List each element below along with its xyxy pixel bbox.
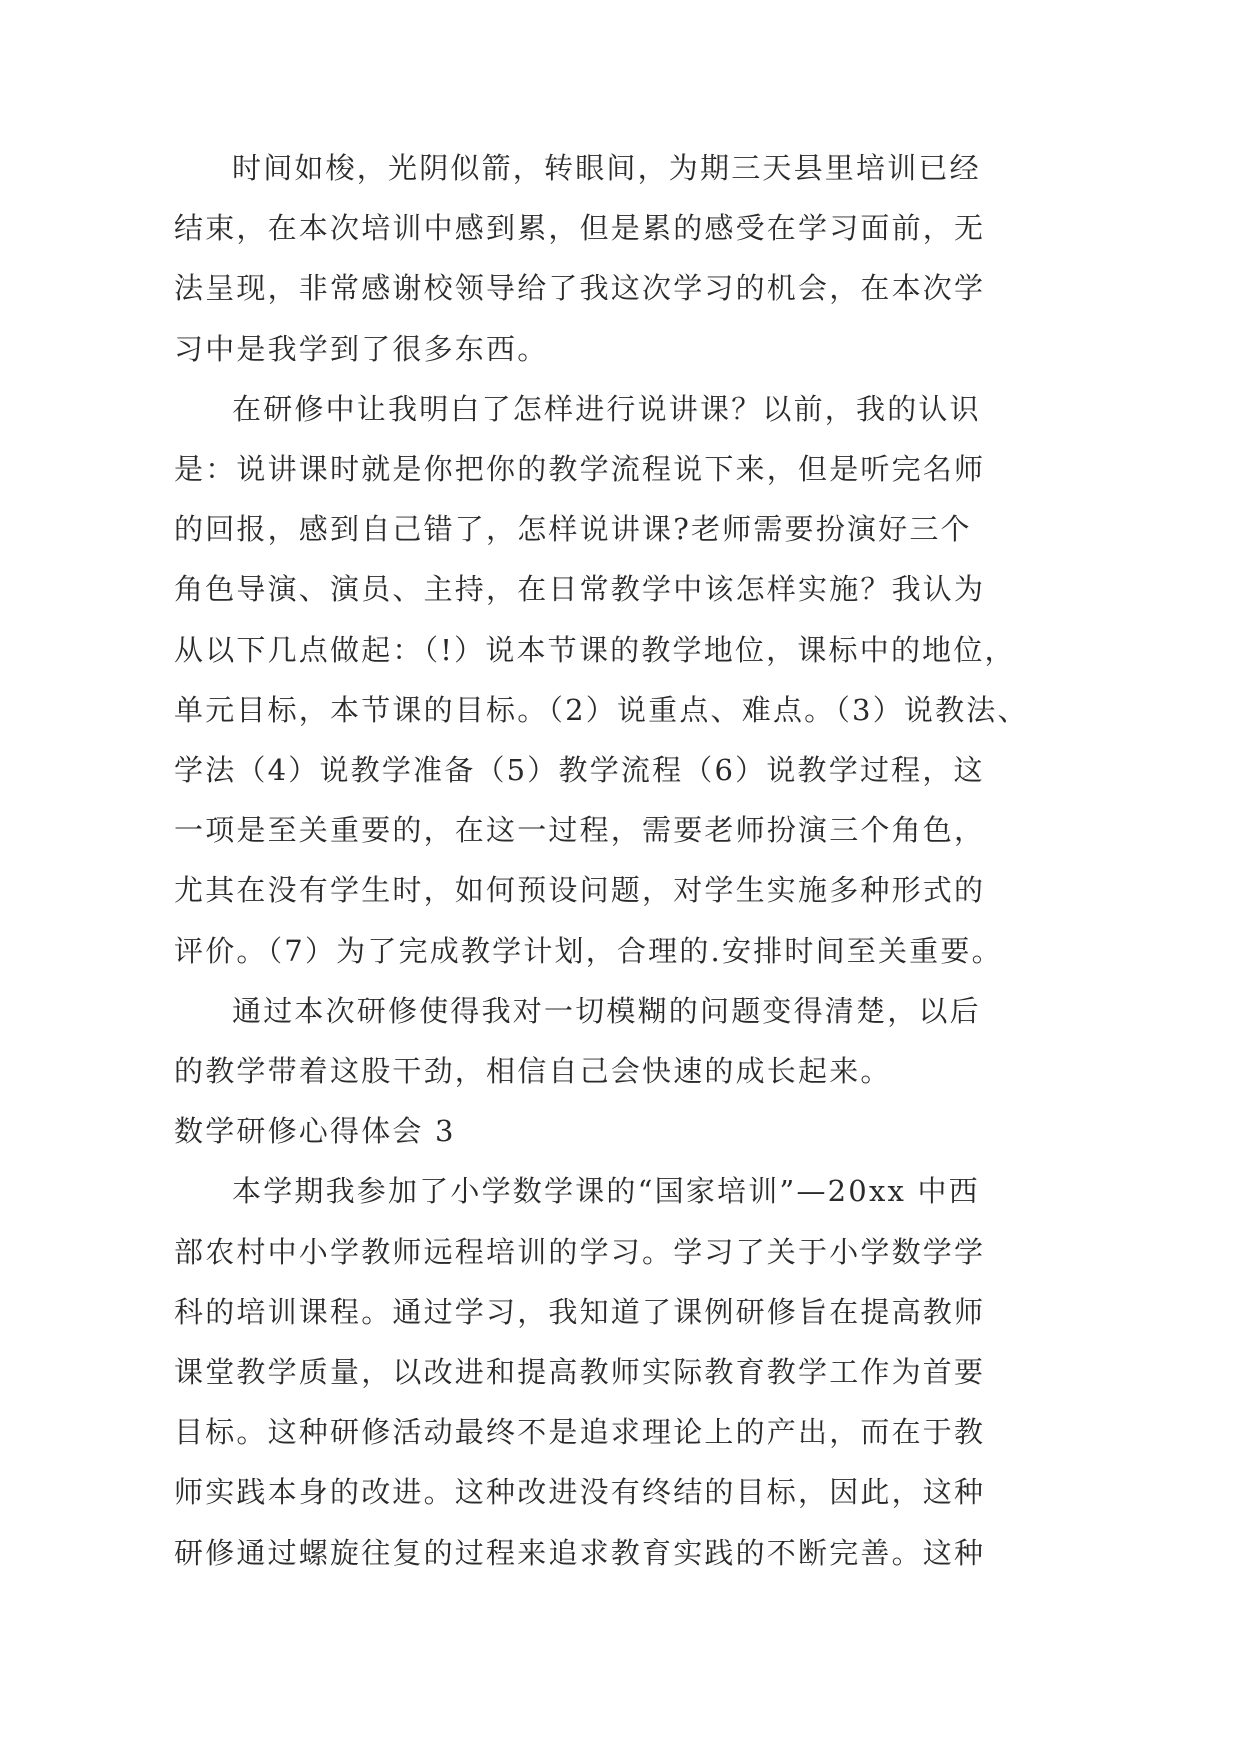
text-line: 是：说讲课时就是你把你的教学流程说下来，但是听完名师 [174,452,986,487]
text-line: 的回报，感到自己错了，怎样说讲课?老师需要扮演好三个 [174,512,972,547]
text-line: 师实践本身的改进。这种改进没有终结的目标，因此，这种 [174,1475,986,1510]
text-line: 科的培训课程。通过学习，我知道了课例研修旨在提高教师 [174,1294,986,1329]
section-heading: 数学研修心得体会 3 [174,1114,456,1149]
document-body [174,138,1029,1583]
text-line: 时间如梭，光阴似箭，转眼间，为期三天县里培训已经 [232,151,981,185]
text-line: 从以下几点做起：（!）说本节课的教学地位，课标中的地位， [174,632,1016,667]
text-line: 部农村中小学教师远程培训的学习。学习了关于小学数学学 [174,1234,986,1269]
text-line: 研修通过螺旋往复的过程来追求教育实践的不断完善。这种 [174,1535,986,1570]
text-line: 一项是至关重要的，在这一过程，需要老师扮演三个角色， [174,813,986,848]
text-line: 法呈现，非常感谢校领导给了我这次学习的机会，在本次学 [174,271,986,306]
text-line: 目标。这种研修活动最终不是追求理论上的产出，而在于教 [174,1415,986,1450]
text-line: 角色导演、演员、主持，在日常教学中该怎样实施？我认为 [174,572,986,607]
text-line: 在研修中让我明白了怎样进行说讲课？以前，我的认识 [232,391,981,426]
paragraph-1 [174,138,986,379]
text-line: 结束，在本次培训中感到累，但是累的感受在学习面前，无 [174,211,986,246]
text-line: 单元目标，本节课的目标。（2）说重点、难点。（3）说教法、 [174,692,1029,727]
text-line: 的教学带着这股干劲，相信自己会快速的成长起来。 [174,1054,892,1089]
text-line: 课堂教学质量，以改进和提高教师实际教育教学工作为首要 [174,1355,986,1390]
paragraph-4 [174,1161,986,1582]
paragraph-3 [174,981,981,1101]
paragraph-2 [174,379,1029,981]
text-line: 学法（4）说教学准备（5）教学流程（6）说教学过程，这 [174,753,985,788]
text-line: 本学期我参加了小学数学课的“国家培训”—20xx 中西 [232,1174,980,1209]
text-line: 习中是我学到了很多东西。 [174,331,549,366]
text-line: 通过本次研修使得我对一切模糊的问题变得清楚，以后 [232,993,981,1028]
text-line: 尤其在没有学生时，如何预设问题，对学生实施多种形式的 [174,873,986,908]
text-line: 评价。（7）为了完成教学计划，合理的.安排时间至关重要。 [174,933,1003,968]
